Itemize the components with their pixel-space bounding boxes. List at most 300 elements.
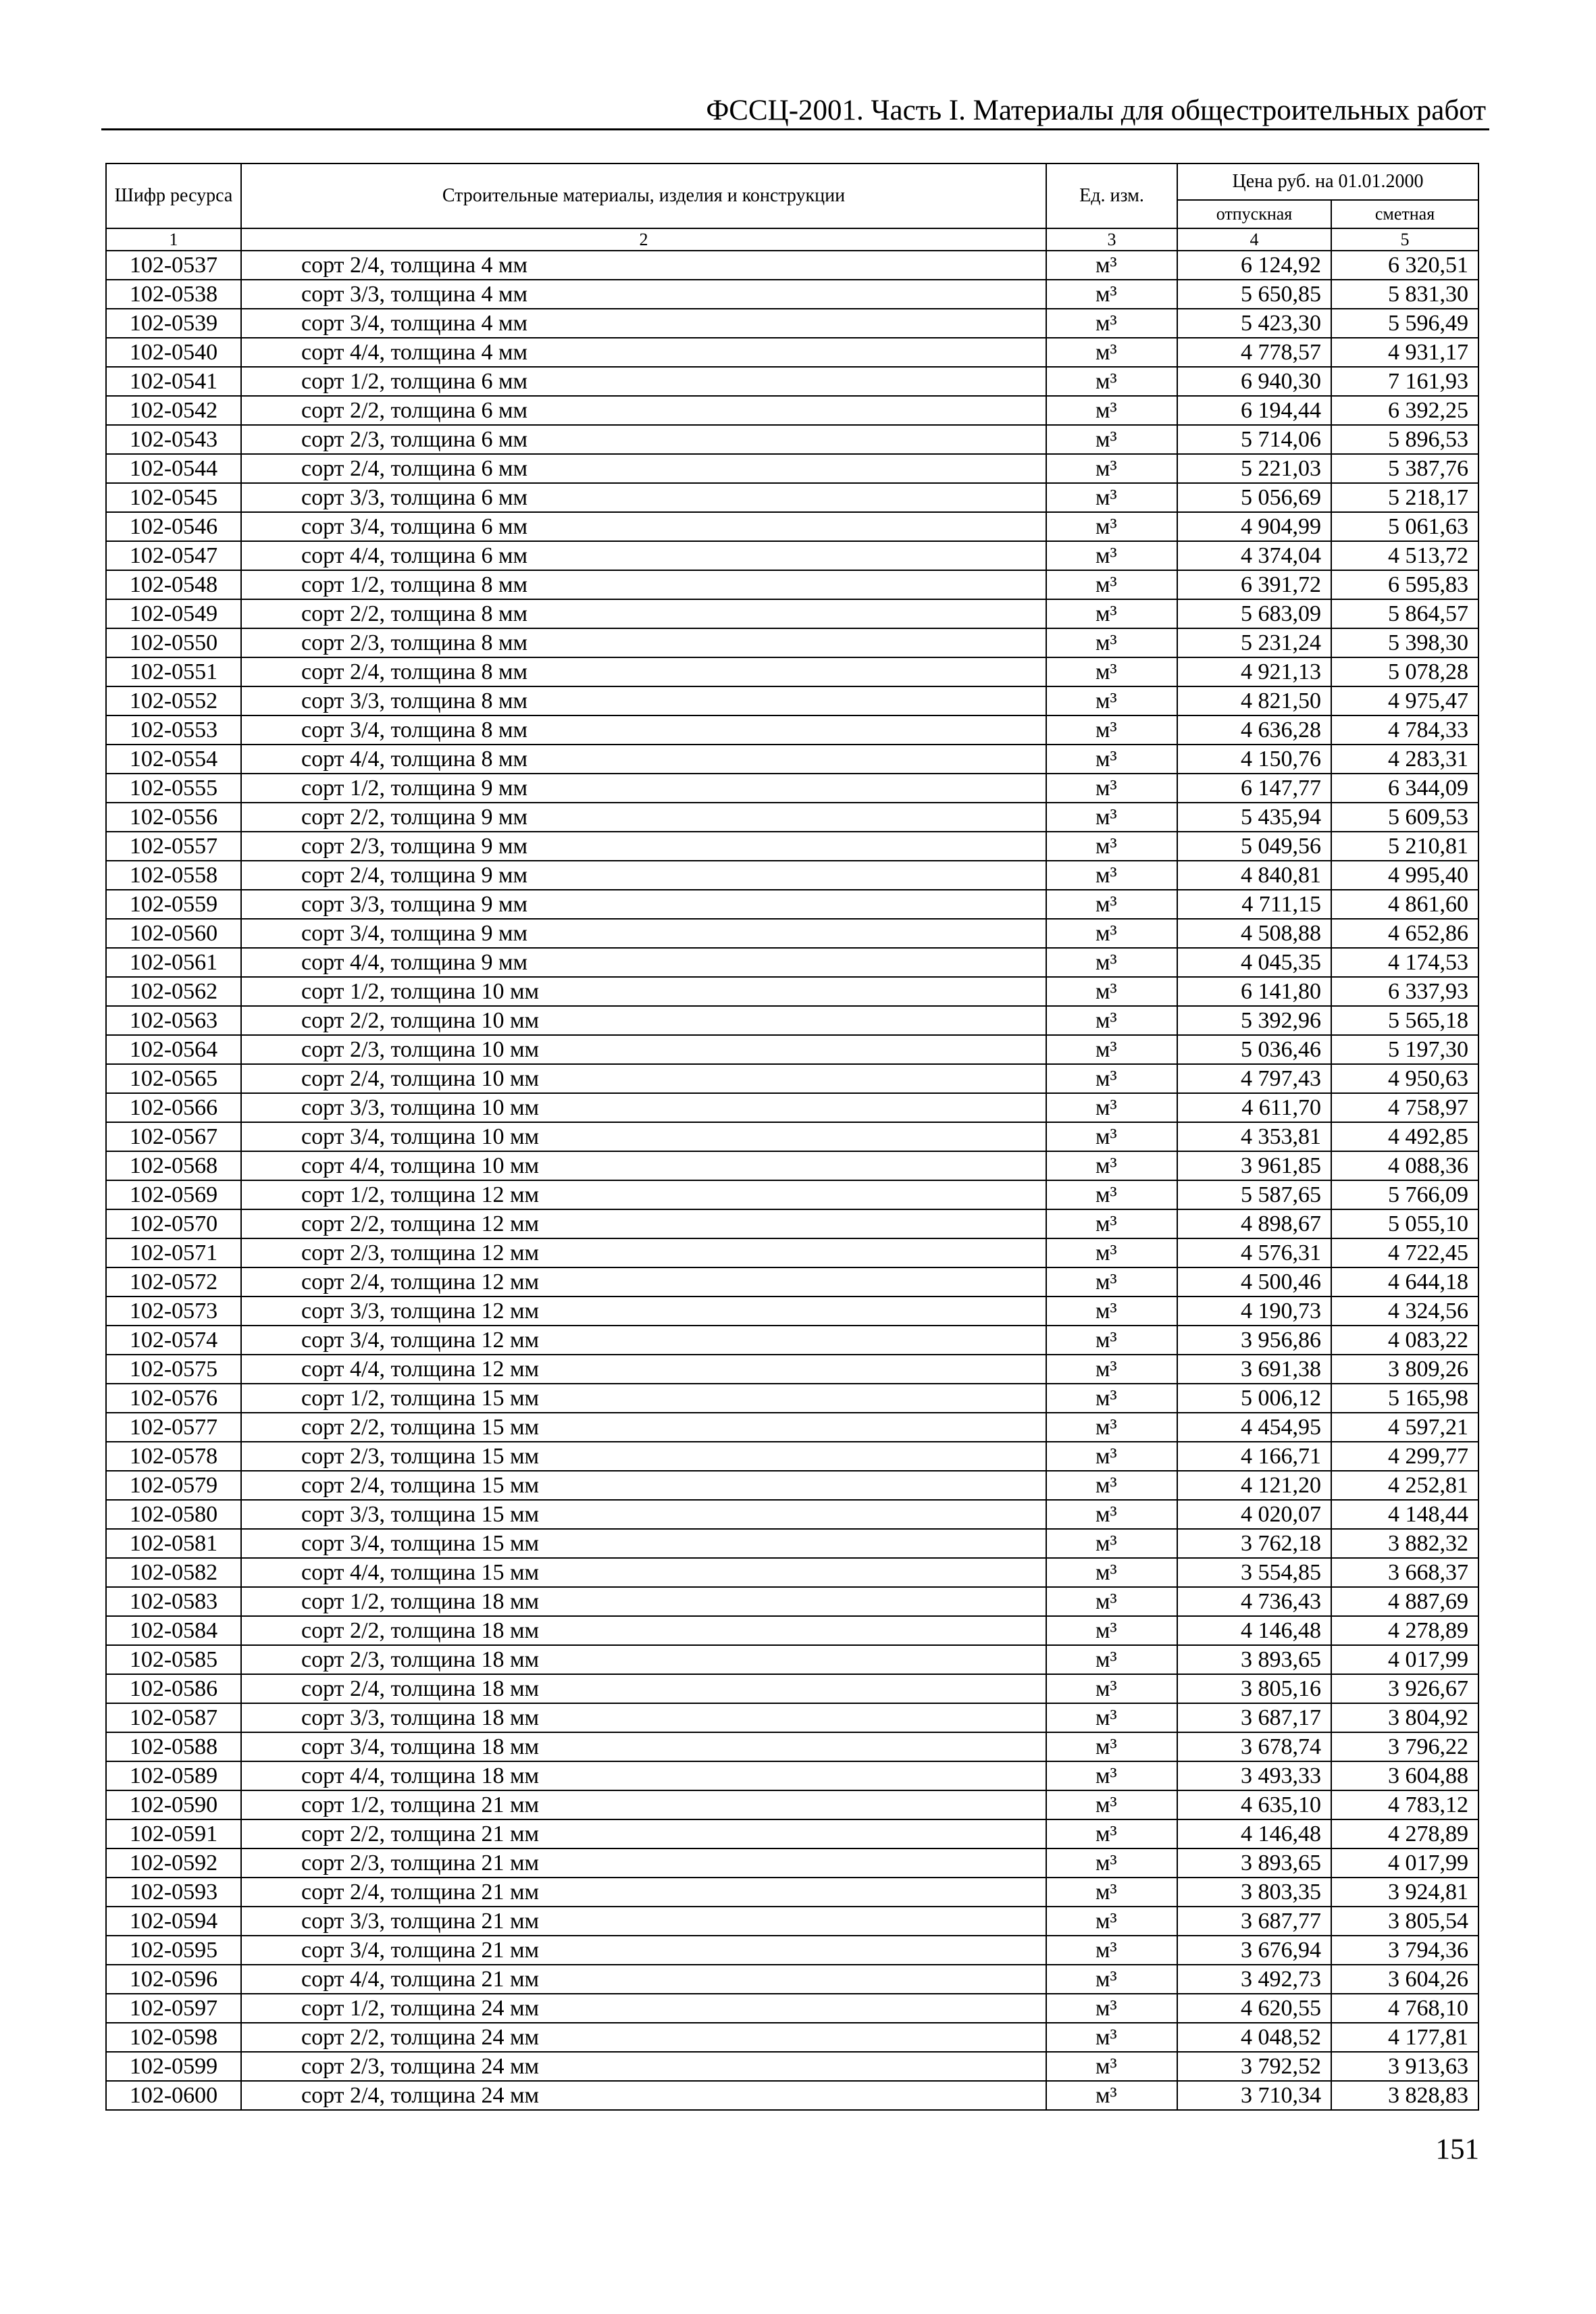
table-row [106,251,1478,280]
cell-price-release: 4 146,48 [1177,1616,1331,1645]
cell-code: 102-0577 [106,1413,241,1442]
cell-unit: м³ [1046,396,1177,425]
cell-code: 102-0548 [106,570,241,599]
table-row [106,396,1478,425]
cell-price-estimate: 4 652,86 [1331,919,1478,948]
cell-price-estimate: 5 398,30 [1331,628,1478,657]
cell-price-estimate: 4 722,45 [1331,1238,1478,1267]
cell-name: сорт 2/2, толщина 10 мм [241,1006,1046,1035]
table-row [106,2023,1478,2052]
cell-price-estimate: 5 210,81 [1331,832,1478,861]
cell-price-estimate: 4 597,21 [1331,1413,1478,1442]
cell-unit: м³ [1046,1529,1177,1558]
cell-price-estimate: 6 392,25 [1331,396,1478,425]
cell-price-release: 3 956,86 [1177,1326,1331,1355]
table-row [106,1297,1478,1326]
header-col-number: 5 [1331,228,1478,251]
cell-unit: м³ [1046,919,1177,948]
cell-price-estimate: 5 766,09 [1331,1180,1478,1209]
table-row [106,570,1478,599]
cell-price-estimate: 3 828,83 [1331,2081,1478,2110]
cell-name: сорт 2/4, толщина 10 мм [241,1064,1046,1093]
header-price-estimate: сметная [1331,200,1478,228]
cell-price-estimate: 5 078,28 [1331,657,1478,686]
cell-name: сорт 2/2, толщина 9 мм [241,803,1046,832]
cell-unit: м³ [1046,1819,1177,1848]
table-row [106,861,1478,890]
cell-name: сорт 3/3, толщина 4 мм [241,280,1046,309]
cell-code: 102-0580 [106,1500,241,1529]
cell-price-estimate: 3 796,22 [1331,1732,1478,1761]
cell-name: сорт 2/2, толщина 6 мм [241,396,1046,425]
cell-name: сорт 2/2, толщина 12 мм [241,1209,1046,1238]
table-row [106,1645,1478,1674]
cell-unit: м³ [1046,1180,1177,1209]
cell-name: сорт 3/4, толщина 6 мм [241,512,1046,541]
cell-name: сорт 2/3, толщина 10 мм [241,1035,1046,1064]
cell-unit: м³ [1046,1674,1177,1703]
cell-unit: м³ [1046,1907,1177,1936]
cell-price-release: 6 147,77 [1177,774,1331,803]
table-row [106,1355,1478,1384]
table-row [106,1209,1478,1238]
cell-price-estimate: 4 278,89 [1331,1616,1478,1645]
cell-name: сорт 2/2, толщина 8 мм [241,599,1046,628]
cell-price-estimate: 3 913,63 [1331,2052,1478,2081]
cell-code: 102-0588 [106,1732,241,1761]
cell-unit: м³ [1046,861,1177,890]
cell-name: сорт 2/4, толщина 18 мм [241,1674,1046,1703]
cell-unit: м³ [1046,309,1177,338]
cell-code: 102-0556 [106,803,241,832]
cell-unit: м³ [1046,657,1177,686]
table-row [106,1238,1478,1267]
cell-code: 102-0558 [106,861,241,890]
cell-price-release: 4 921,13 [1177,657,1331,686]
cell-name: сорт 3/4, толщина 4 мм [241,309,1046,338]
cell-price-estimate: 5 061,63 [1331,512,1478,541]
table-row [106,1529,1478,1558]
cell-name: сорт 4/4, толщина 21 мм [241,1965,1046,1994]
cell-price-release: 4 711,15 [1177,890,1331,919]
cell-unit: м³ [1046,1064,1177,1093]
cell-price-estimate: 7 161,93 [1331,367,1478,396]
cell-code: 102-0564 [106,1035,241,1064]
header-unit: Ед. изм. [1046,164,1177,228]
cell-price-estimate: 3 809,26 [1331,1355,1478,1384]
cell-name: сорт 2/3, толщина 8 мм [241,628,1046,657]
cell-price-release: 6 940,30 [1177,367,1331,396]
cell-code: 102-0561 [106,948,241,977]
cell-price-estimate: 5 565,18 [1331,1006,1478,1035]
cell-price-estimate: 3 805,54 [1331,1907,1478,1936]
cell-unit: м³ [1046,2081,1177,2110]
cell-unit: м³ [1046,570,1177,599]
cell-code: 102-0597 [106,1994,241,2023]
cell-price-release: 4 904,99 [1177,512,1331,541]
cell-price-release: 3 762,18 [1177,1529,1331,1558]
cell-price-release: 4 840,81 [1177,861,1331,890]
cell-unit: м³ [1046,628,1177,657]
cell-unit: м³ [1046,948,1177,977]
cell-name: сорт 2/4, толщина 15 мм [241,1471,1046,1500]
cell-price-estimate: 3 794,36 [1331,1936,1478,1965]
table-row [106,1442,1478,1471]
table-row [106,1267,1478,1297]
table-row [106,1761,1478,1790]
cell-unit: м³ [1046,1035,1177,1064]
cell-price-release: 4 898,67 [1177,1209,1331,1238]
table-row [106,1122,1478,1151]
table-header [106,164,1478,251]
cell-name: сорт 4/4, толщина 10 мм [241,1151,1046,1180]
cell-name: сорт 3/3, толщина 15 мм [241,1500,1046,1529]
cell-code: 102-0592 [106,1848,241,1878]
cell-name: сорт 3/4, толщина 18 мм [241,1732,1046,1761]
cell-price-release: 4 635,10 [1177,1790,1331,1819]
cell-price-release: 3 961,85 [1177,1151,1331,1180]
cell-unit: м³ [1046,774,1177,803]
table-row [106,803,1478,832]
table-body [106,251,1478,2110]
cell-price-estimate: 4 783,12 [1331,1790,1478,1819]
cell-name: сорт 1/2, толщина 8 мм [241,570,1046,599]
cell-price-release: 3 687,77 [1177,1907,1331,1936]
table-row [106,745,1478,774]
cell-price-release: 6 391,72 [1177,570,1331,599]
cell-price-release: 4 736,43 [1177,1587,1331,1616]
price-table [105,163,1479,2111]
cell-price-estimate: 3 604,88 [1331,1761,1478,1790]
cell-code: 102-0554 [106,745,241,774]
cell-price-release: 4 636,28 [1177,715,1331,745]
cell-unit: м³ [1046,1093,1177,1122]
cell-unit: м³ [1046,2052,1177,2081]
cell-price-release: 3 687,17 [1177,1703,1331,1732]
cell-code: 102-0567 [106,1122,241,1151]
cell-price-release: 4 821,50 [1177,686,1331,715]
cell-unit: м³ [1046,977,1177,1006]
table-row [106,1064,1478,1093]
cell-name: сорт 3/4, толщина 15 мм [241,1529,1046,1558]
cell-code: 102-0560 [106,919,241,948]
cell-code: 102-0541 [106,367,241,396]
table-row [106,1848,1478,1878]
cell-unit: м³ [1046,541,1177,570]
cell-price-estimate: 4 017,99 [1331,1848,1478,1878]
header-col-number: 2 [241,228,1046,251]
cell-price-estimate: 4 887,69 [1331,1587,1478,1616]
cell-price-release: 5 006,12 [1177,1384,1331,1413]
table-row [106,715,1478,745]
table-row [106,483,1478,512]
cell-unit: м³ [1046,599,1177,628]
cell-unit: м³ [1046,1587,1177,1616]
cell-price-release: 6 194,44 [1177,396,1331,425]
cell-price-release: 5 221,03 [1177,454,1331,483]
cell-name: сорт 2/3, толщина 6 мм [241,425,1046,454]
cell-price-estimate: 6 320,51 [1331,251,1478,280]
table-row [106,890,1478,919]
cell-code: 102-0562 [106,977,241,1006]
cell-name: сорт 3/3, толщина 10 мм [241,1093,1046,1122]
cell-price-release: 3 493,33 [1177,1761,1331,1790]
cell-unit: м³ [1046,803,1177,832]
cell-price-estimate: 4 299,77 [1331,1442,1478,1471]
cell-price-estimate: 4 861,60 [1331,890,1478,919]
cell-code: 102-0591 [106,1819,241,1848]
cell-unit: м³ [1046,1790,1177,1819]
cell-code: 102-0563 [106,1006,241,1035]
cell-price-estimate: 4 148,44 [1331,1500,1478,1529]
cell-name: сорт 3/3, толщина 6 мм [241,483,1046,512]
cell-price-estimate: 5 609,53 [1331,803,1478,832]
table-row [106,1006,1478,1035]
cell-price-release: 4 611,70 [1177,1093,1331,1122]
cell-price-estimate: 3 924,81 [1331,1878,1478,1907]
cell-price-release: 4 508,88 [1177,919,1331,948]
cell-price-estimate: 4 083,22 [1331,1326,1478,1355]
cell-price-release: 5 423,30 [1177,309,1331,338]
table-row [106,1965,1478,1994]
cell-price-estimate: 4 995,40 [1331,861,1478,890]
cell-price-estimate: 4 950,63 [1331,1064,1478,1093]
table-row [106,512,1478,541]
cell-unit: м³ [1046,280,1177,309]
cell-unit: м³ [1046,454,1177,483]
cell-code: 102-0582 [106,1558,241,1587]
table-row [106,541,1478,570]
cell-price-release: 5 231,24 [1177,628,1331,657]
table-row [106,1093,1478,1122]
header-name: Строительные материалы, изделия и конструкции [241,164,1046,228]
table-row [106,1471,1478,1500]
cell-unit: м³ [1046,512,1177,541]
cell-price-estimate: 4 644,18 [1331,1267,1478,1297]
cell-name: сорт 4/4, толщина 15 мм [241,1558,1046,1587]
cell-name: сорт 2/2, толщина 15 мм [241,1413,1046,1442]
cell-name: сорт 4/4, толщина 18 мм [241,1761,1046,1790]
cell-unit: м³ [1046,1878,1177,1907]
cell-name: сорт 2/4, толщина 6 мм [241,454,1046,483]
cell-code: 102-0539 [106,309,241,338]
cell-code: 102-0550 [106,628,241,657]
cell-unit: м³ [1046,1442,1177,1471]
cell-unit: м³ [1046,1703,1177,1732]
cell-price-release: 3 691,38 [1177,1355,1331,1384]
cell-price-estimate: 4 975,47 [1331,686,1478,715]
table-row [106,1500,1478,1529]
cell-code: 102-0555 [106,774,241,803]
header-code: Шифр ресурса [106,164,241,228]
cell-code: 102-0585 [106,1645,241,1674]
cell-price-release: 5 435,94 [1177,803,1331,832]
table-row [106,1907,1478,1936]
cell-price-estimate: 4 088,36 [1331,1151,1478,1180]
cell-price-release: 4 353,81 [1177,1122,1331,1151]
table-row [106,338,1478,367]
table-row [106,1732,1478,1761]
cell-name: сорт 2/4, толщина 4 мм [241,251,1046,280]
cell-price-estimate: 4 324,56 [1331,1297,1478,1326]
cell-code: 102-0553 [106,715,241,745]
cell-code: 102-0589 [106,1761,241,1790]
cell-price-estimate: 3 804,92 [1331,1703,1478,1732]
table-row [106,2081,1478,2110]
cell-price-release: 4 150,76 [1177,745,1331,774]
cell-name: сорт 2/4, толщина 24 мм [241,2081,1046,2110]
cell-name: сорт 2/3, толщина 15 мм [241,1442,1046,1471]
cell-price-estimate: 4 784,33 [1331,715,1478,745]
cell-code: 102-0551 [106,657,241,686]
cell-code: 102-0575 [106,1355,241,1384]
cell-price-estimate: 5 596,49 [1331,309,1478,338]
cell-price-release: 4 797,43 [1177,1064,1331,1093]
table-row [106,2052,1478,2081]
cell-price-estimate: 5 831,30 [1331,280,1478,309]
cell-name: сорт 3/4, толщина 21 мм [241,1936,1046,1965]
cell-code: 102-0596 [106,1965,241,1994]
cell-code: 102-0549 [106,599,241,628]
cell-price-release: 4 454,95 [1177,1413,1331,1442]
cell-price-release: 4 620,55 [1177,1994,1331,2023]
cell-price-release: 4 190,73 [1177,1297,1331,1326]
cell-name: сорт 1/2, толщина 18 мм [241,1587,1046,1616]
cell-price-estimate: 3 604,26 [1331,1965,1478,1994]
cell-code: 102-0593 [106,1878,241,1907]
cell-unit: м³ [1046,425,1177,454]
cell-name: сорт 2/3, толщина 24 мм [241,2052,1046,2081]
cell-code: 102-0574 [106,1326,241,1355]
cell-name: сорт 3/3, толщина 21 мм [241,1907,1046,1936]
cell-unit: м³ [1046,686,1177,715]
cell-code: 102-0568 [106,1151,241,1180]
cell-unit: м³ [1046,1267,1177,1297]
cell-code: 102-0584 [106,1616,241,1645]
table-row [106,1674,1478,1703]
cell-unit: м³ [1046,1936,1177,1965]
cell-unit: м³ [1046,1965,1177,1994]
cell-name: сорт 1/2, толщина 12 мм [241,1180,1046,1209]
cell-unit: м³ [1046,1151,1177,1180]
cell-unit: м³ [1046,251,1177,280]
cell-price-release: 4 166,71 [1177,1442,1331,1471]
cell-price-release: 3 492,73 [1177,1965,1331,1994]
table-row [106,1035,1478,1064]
cell-code: 102-0565 [106,1064,241,1093]
cell-price-release: 4 500,46 [1177,1267,1331,1297]
cell-unit: м³ [1046,1616,1177,1645]
cell-unit: м³ [1046,483,1177,512]
table-row [106,657,1478,686]
cell-code: 102-0552 [106,686,241,715]
cell-code: 102-0566 [106,1093,241,1122]
cell-price-release: 5 392,96 [1177,1006,1331,1035]
cell-name: сорт 3/4, толщина 12 мм [241,1326,1046,1355]
cell-name: сорт 1/2, толщина 9 мм [241,774,1046,803]
cell-name: сорт 2/4, толщина 8 мм [241,657,1046,686]
cell-code: 102-0586 [106,1674,241,1703]
table-row [106,1703,1478,1732]
cell-name: сорт 3/4, толщина 9 мм [241,919,1046,948]
cell-price-estimate: 4 513,72 [1331,541,1478,570]
cell-price-estimate: 5 896,53 [1331,425,1478,454]
cell-unit: м³ [1046,1238,1177,1267]
table-row [106,1558,1478,1587]
table-row [106,628,1478,657]
cell-name: сорт 2/3, толщина 9 мм [241,832,1046,861]
cell-unit: м³ [1046,715,1177,745]
cell-price-estimate: 3 668,37 [1331,1558,1478,1587]
cell-name: сорт 3/3, толщина 8 мм [241,686,1046,715]
cell-price-estimate: 4 278,89 [1331,1819,1478,1848]
cell-price-release: 4 048,52 [1177,2023,1331,2052]
table-row [106,1936,1478,1965]
cell-price-release: 3 554,85 [1177,1558,1331,1587]
cell-price-release: 4 045,35 [1177,948,1331,977]
header-col-number: 1 [106,228,241,251]
cell-price-estimate: 3 882,32 [1331,1529,1478,1558]
cell-code: 102-0599 [106,2052,241,2081]
cell-price-release: 4 576,31 [1177,1238,1331,1267]
cell-price-estimate: 4 177,81 [1331,2023,1478,2052]
table-row [106,1587,1478,1616]
cell-name: сорт 3/3, толщина 12 мм [241,1297,1046,1326]
cell-name: сорт 3/4, толщина 10 мм [241,1122,1046,1151]
cell-code: 102-0570 [106,1209,241,1238]
cell-unit: м³ [1046,1006,1177,1035]
cell-unit: м³ [1046,1209,1177,1238]
cell-price-estimate: 5 055,10 [1331,1209,1478,1238]
cell-price-release: 3 805,16 [1177,1674,1331,1703]
cell-name: сорт 2/4, толщина 12 мм [241,1267,1046,1297]
cell-name: сорт 4/4, толщина 6 мм [241,541,1046,570]
table-row [106,832,1478,861]
table-row [106,977,1478,1006]
cell-unit: м³ [1046,1122,1177,1151]
table-row [106,1151,1478,1180]
cell-price-release: 3 676,94 [1177,1936,1331,1965]
cell-unit: м³ [1046,1645,1177,1674]
cell-price-release: 5 650,85 [1177,280,1331,309]
cell-name: сорт 3/3, толщина 18 мм [241,1703,1046,1732]
cell-name: сорт 1/2, толщина 21 мм [241,1790,1046,1819]
cell-unit: м³ [1046,1994,1177,2023]
cell-price-estimate: 4 931,17 [1331,338,1478,367]
cell-unit: м³ [1046,367,1177,396]
cell-code: 102-0576 [106,1384,241,1413]
table-row [106,309,1478,338]
cell-name: сорт 4/4, толщина 12 мм [241,1355,1046,1384]
cell-price-release: 3 678,74 [1177,1732,1331,1761]
cell-name: сорт 1/2, толщина 15 мм [241,1384,1046,1413]
table-row [106,1994,1478,2023]
cell-unit: м³ [1046,1558,1177,1587]
cell-price-release: 4 146,48 [1177,1819,1331,1848]
cell-code: 102-0545 [106,483,241,512]
cell-code: 102-0537 [106,251,241,280]
cell-name: сорт 2/3, толщина 18 мм [241,1645,1046,1674]
cell-price-release: 3 893,65 [1177,1645,1331,1674]
cell-code: 102-0543 [106,425,241,454]
cell-code: 102-0557 [106,832,241,861]
cell-name: сорт 4/4, толщина 8 мм [241,745,1046,774]
cell-price-estimate: 5 165,98 [1331,1384,1478,1413]
cell-unit: м³ [1046,2023,1177,2052]
table-row [106,454,1478,483]
cell-unit: м³ [1046,338,1177,367]
table-row [106,686,1478,715]
